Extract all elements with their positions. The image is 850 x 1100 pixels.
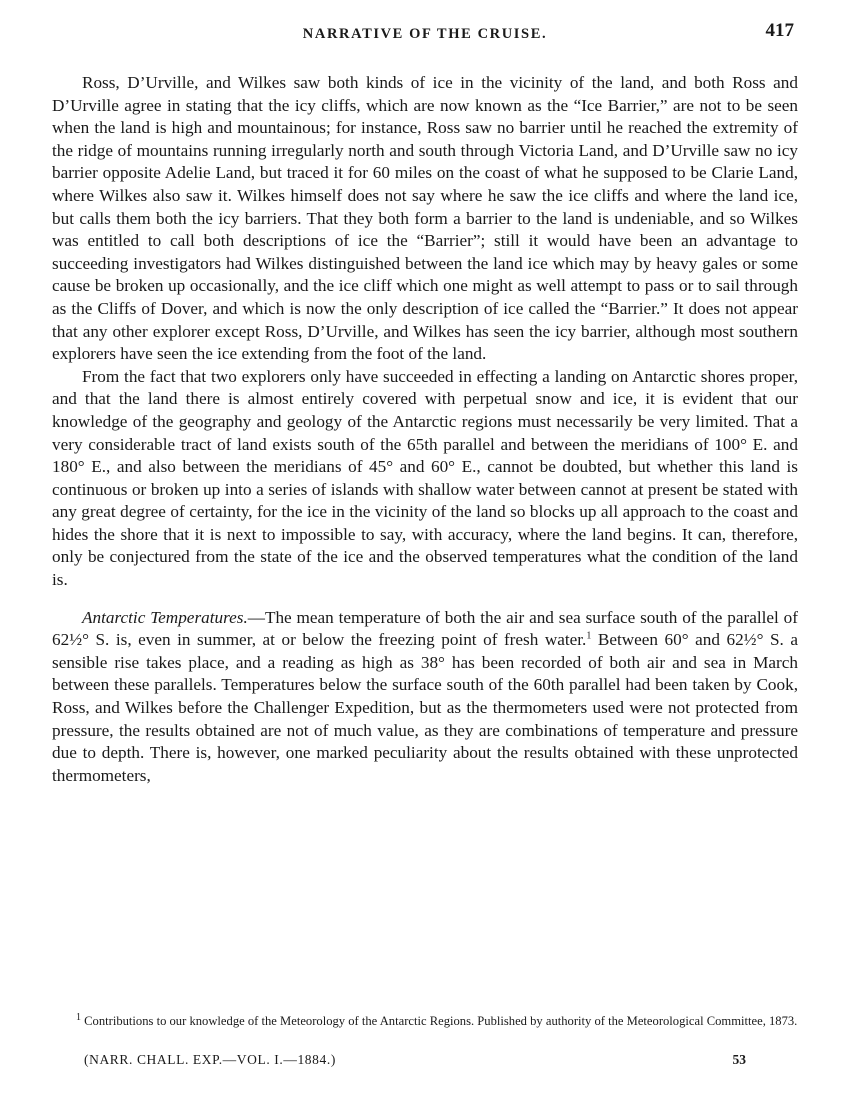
paragraph-antarctic-land: From the fact that two explorers only have succeeded in effecting a landing on Antarctic shores proper, and that the land there is almost entirely covered with perpetual snow and ice, it is evident that our knowledge of the geography and geology of the Antarctic regions must necessarily be very limited. That a very considerable tract of land exists south of the 65th parallel and between the meridians of 100° E. and 180° E., and also between the meridians of 45° and 60° E., cannot be doubted, but whether this land is continuous or broken up into a series of islands with shallow water between cannot at present be stated with any great degree of certainty, for the ice in the vicinity of the land so blocks up all approach to the coast and hides the shore that it is next to impossible to say, with accuracy, where the land begins. It can, therefore, only be conjectured from the state of the ice and the observed temperatures what the condition of the land is.: [52, 366, 798, 590]
section-text-part-2: Between 60° and 62½° S. a sensible rise takes place, and a reading as high as 38° has been recorded of both air and sea in March between these parallels. Temperatures below the surface south of the 60th parallel had been taken by Cook, Ross, and Wilkes before the Challenger Expedition, but as the thermometers used were not protected from pressure, the results obtained are not of much value, as they are combinations of temperature and pressure due to depth. There is, however, one marked peculiarity about the results obtained with these unprotected thermometers,: [52, 630, 798, 785]
footnote: [52, 1013, 798, 1030]
section-heading: Antarctic Temperatures.: [82, 607, 248, 627]
section-text-part-1: The mean temperature of both the air and sea surface south of the parallel of 62½° S. is, even in summer, at or below the freezing point of fresh water.: [52, 607, 798, 650]
running-title: NARRATIVE OF THE CRUISE.: [302, 26, 548, 42]
sheet-number: 53: [732, 1052, 746, 1067]
footnote-text: Contributions to our knowledge of the Meteorology of the Antarctic Regions. Published by authority of the Meteorological Committee, 1873.: [81, 1014, 798, 1028]
body-text: [52, 72, 798, 787]
paragraph-ice-barrier: Ross, D’Urville, and Wilkes saw both kinds of ice in the vicinity of the land, and both Ross and D’Urville agree in stating that the icy cliffs, which are now known as the “Ice Barrier,” are not to be seen when the land is high and mountainous; for instance, Ross saw no barrier until he reached the extremity of the ridge of mountains running irregularly north and south through Victoria Land, and D’Urville saw no icy barrier opposite Adelie Land, but traced it for 60 miles on the coast of what he supposed to be Clarie Land, where Wilkes also saw it. Wilkes himself does not say where he saw the ice cliffs and where the land ice, but calls them both the icy barriers. That they both form a barrier to the land is undeniable, and so Wilkes was entitled to call both descriptions of ice the “Barrier”; still it would have been an advantage to succeeding investigators had Wilkes distinguished between the land ice which may by heavy gales or some cause be broken up occasionally, and the ice cliff which one might as well attempt to pass or to sail through as the Cliffs of Dover, and which is now the only description of ice called the “Barrier.” It does not appear that any other explorer except Ross, D’Urville, and Wilkes has seen the icy barrier, although most southern explorers have seen the ice extending from the foot of the land.: [52, 73, 798, 364]
signature-mark: (NARR. CHALL. EXP.—VOL. I.—1884.): [84, 1052, 336, 1067]
page-number: 417: [765, 20, 794, 41]
section-dash: —: [247, 607, 265, 627]
paragraph-antarctic-temperatures: [52, 607, 798, 788]
footnote-reference: 1: [586, 630, 592, 642]
footnote-marker: 1: [76, 1011, 81, 1023]
footnote-area: [52, 1013, 798, 1030]
